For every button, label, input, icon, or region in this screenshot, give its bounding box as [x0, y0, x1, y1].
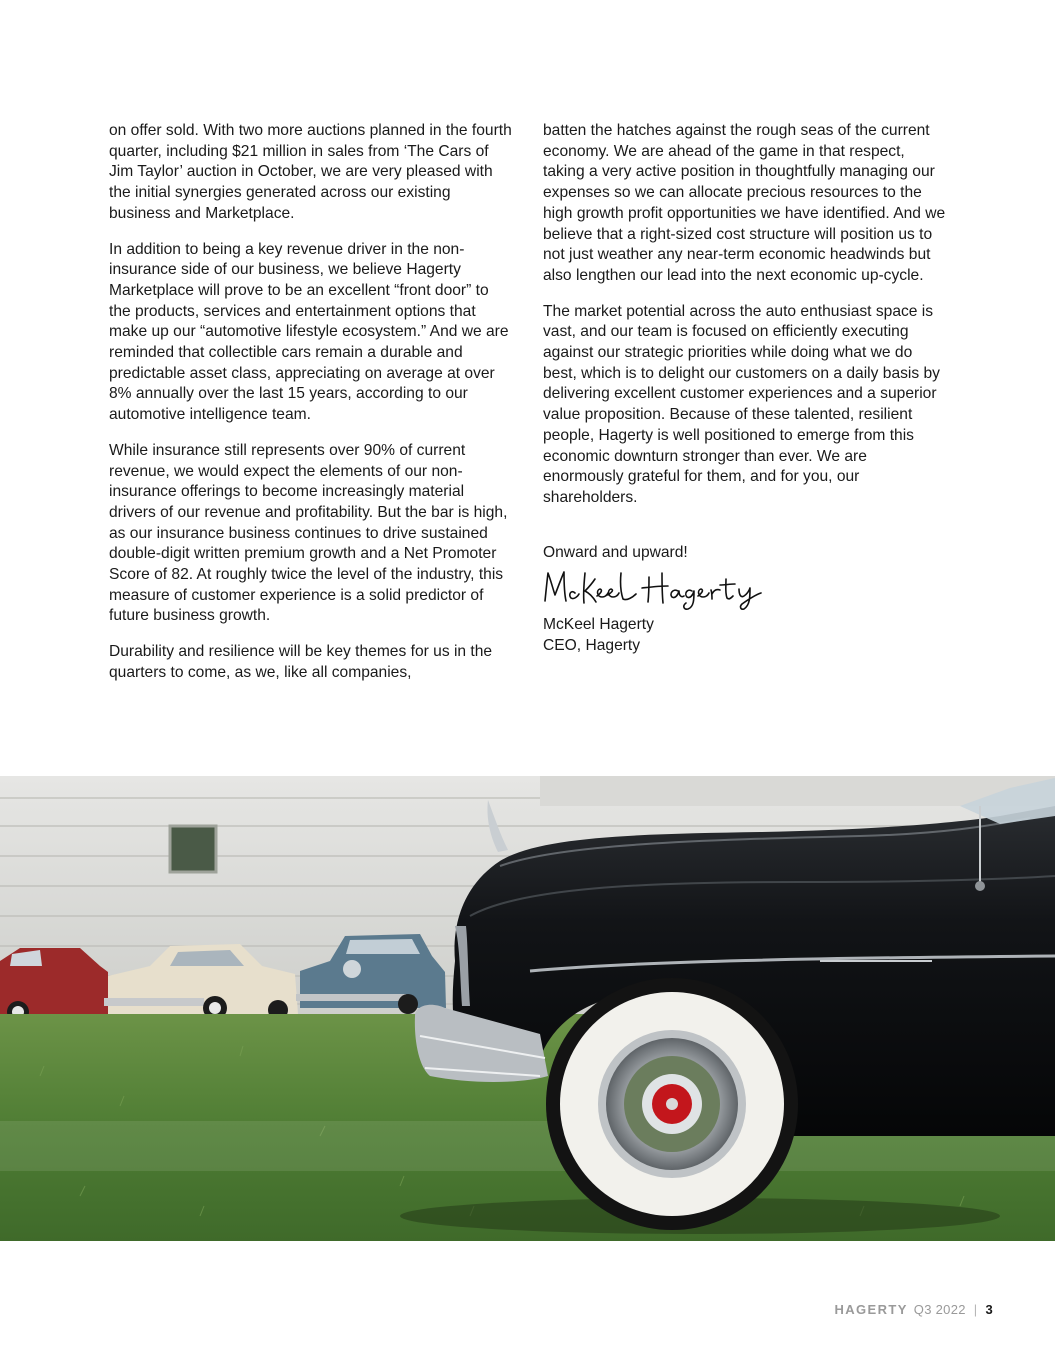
signature-name: McKeel Hagerty: [543, 616, 654, 634]
paragraph: In addition to being a key revenue driver in the non-insurance side of our business, we believe Hagerty Marketplace will prove to be an excellent “front door” to the products, services and entertainment options that make up our “automotive lifestyle ecosystem.” And we are reminded that collectible cars remain a durable and predictable asset class, appreciating on average at over 8% annually over the last 15 years, according to our automotive intelligence team.: [109, 240, 509, 424]
paragraph: Durability and resilience will be key themes for us in the quarters to come, as we, like all companies,: [109, 643, 493, 681]
page-number: 3: [985, 1302, 993, 1317]
paragraph: While insurance still represents over 90% of current revenue, we would expect the elements of our non-insurance offerings to become increasingly material drivers of our revenue and profitability. But the bar is high, as our insurance business continues to drive sustained double-digit written premium growth and a Net Promoter Score of 82. At roughly twice the level of the industry, this measure of customer experience is a solid predictor of future business growth.: [109, 441, 508, 625]
footer-separator: |: [973, 1302, 978, 1317]
footer-period: Q3 2022: [913, 1302, 966, 1317]
paragraph: on offer sold. With two more auctions planned in the fourth quarter, including $21 million in sales from ‘The Cars of Jim Taylor’ auction in October, we are very pleased with the initial synergies generated across our existing business and Marketplace.: [109, 122, 512, 222]
red-classic-car: [0, 948, 108, 1023]
letter-right-column: [543, 121, 948, 657]
packard-car-photo: [0, 776, 1055, 1241]
closing-line: Onward and upward!: [543, 543, 688, 561]
paragraph: The market potential across the auto enthusiast space is vast, and our team is focused on efficiently executing against our strategic priorities while doing what we do best, which is to delight our customers on a daily basis by delivering excellent customer experiences and a superior value proposition. Because of these talented, resilient people, Hagerty is well positioned to emerge from this economic downturn stronger than ever. We are enormously grateful for them, and for you, our shareholders.: [543, 302, 940, 506]
footer-brand: HAGERTY: [834, 1302, 908, 1317]
signature-title: CEO, Hagerty: [543, 637, 641, 655]
letter-left-column: [109, 121, 513, 699]
paragraph: batten the hatches against the rough seas of the current economy. We are ahead of the game in that respect, taking a very active position in thoughtfully managing our expenses so we can allocate precious resources to the high growth profit opportunities we have identified. And we believe that a right-sized cost structure will position us to not just weather any near-term economic headwinds but also lengthen our lead into the next economic up-cycle.: [543, 122, 946, 284]
handwritten-signature: [541, 569, 766, 611]
page-footer: [834, 1302, 993, 1317]
